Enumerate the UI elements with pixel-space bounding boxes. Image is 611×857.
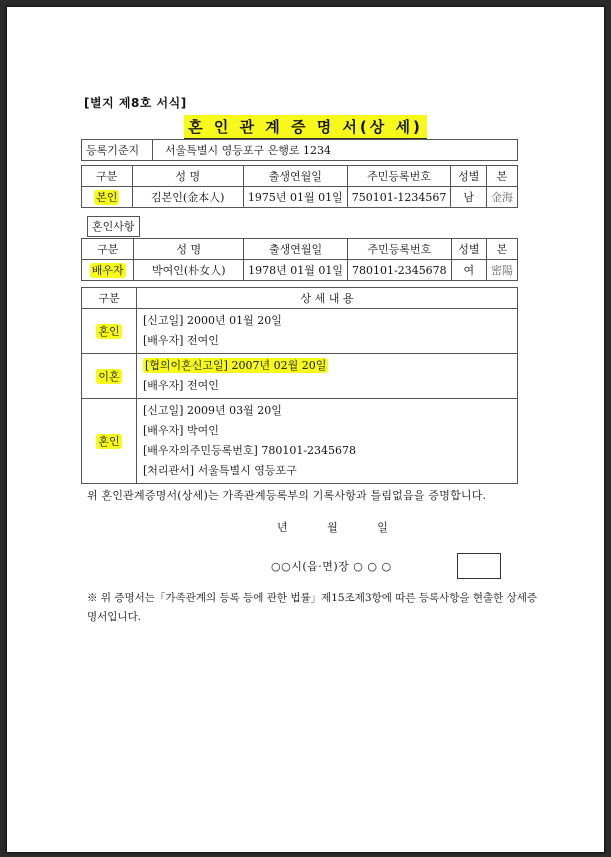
detail-cell xyxy=(137,399,518,484)
seal-box xyxy=(457,553,501,579)
document-page xyxy=(6,6,605,853)
type-cell xyxy=(82,187,133,208)
issuer-signature: ○○시(읍·면)장 ○ ○ ○ xyxy=(271,560,392,573)
detail-line xyxy=(143,356,511,376)
table-row xyxy=(82,187,518,208)
registration-value: 서울특별시 영등포구 은행로 1234 xyxy=(153,140,518,161)
header-cell: 구분 xyxy=(82,239,134,260)
type-cell xyxy=(82,399,137,484)
detail-line: [배우자] 전여인 xyxy=(143,379,219,392)
type-cell xyxy=(82,260,134,281)
table-row xyxy=(82,354,518,399)
type-highlight: 혼인 xyxy=(98,325,120,338)
spouse-table xyxy=(81,238,518,281)
document-title: 혼 인 관 계 증 명 서(상 세) xyxy=(184,115,427,140)
spouse-table-header xyxy=(82,239,518,260)
marriage-section-label: 혼인사항 xyxy=(87,216,140,237)
detail-highlight: [협의이혼신고일] 2007년 02월 20일 xyxy=(145,359,327,372)
form-number: [별지 제8호 서식] xyxy=(84,96,187,110)
table-row xyxy=(82,260,518,281)
registration-label: 등록기준지 xyxy=(82,140,153,161)
rrn-cell: 750101-1234567 xyxy=(347,187,451,208)
registration-table xyxy=(81,139,518,161)
birth-cell: 1978년 01월 01일 xyxy=(244,260,348,281)
name-cell: 박여인(朴女人) xyxy=(134,260,244,281)
type-highlight: 본인 xyxy=(96,191,118,204)
rrn-cell: 780101-2345678 xyxy=(347,260,451,281)
month-label: 월 xyxy=(327,521,338,534)
table-row xyxy=(82,309,518,354)
header-cell: 본 xyxy=(487,239,518,260)
year-label: 년 xyxy=(277,521,288,534)
detail-cell xyxy=(137,354,518,399)
document-title-wrap xyxy=(7,115,604,140)
header-cell: 본 xyxy=(487,166,518,187)
type-cell xyxy=(82,354,137,399)
date-row xyxy=(277,519,424,535)
type-cell xyxy=(82,309,137,354)
header-cell: 주민등록번호 xyxy=(347,166,451,187)
name-cell: 김본인(金本人) xyxy=(132,187,243,208)
detail-line: [신고일] 2000년 01월 20일 xyxy=(143,314,282,327)
detail-line: [신고일] 2009년 03월 20일 xyxy=(143,404,282,417)
sex-cell: 남 xyxy=(451,187,487,208)
header-cell: 구분 xyxy=(82,166,133,187)
detail-line: [배우자의주민등록번호] 780101-2345678 xyxy=(143,444,357,457)
sex-cell: 여 xyxy=(451,260,486,281)
header-cell: 성별 xyxy=(451,166,487,187)
origin-cell: 金海 xyxy=(487,187,518,208)
person-table-header xyxy=(82,166,518,187)
header-cell: 성별 xyxy=(451,239,486,260)
day-label: 일 xyxy=(377,521,388,534)
detail-line: [배우자] 전여인 xyxy=(143,334,219,347)
detail-line: [배우자] 박여인 xyxy=(143,424,219,437)
header-cell: 성 명 xyxy=(134,239,244,260)
detail-table-header xyxy=(82,288,518,309)
header-cell: 출생연월일 xyxy=(244,239,348,260)
legal-note: ※ 위 증명서는「가족관계의 등록 등에 관한 법률」제15조제3항에 따른 등록사항을 현출한 상세증명서입니다. xyxy=(87,592,538,623)
header-cell: 성 명 xyxy=(132,166,243,187)
header-cell: 주민등록번호 xyxy=(347,239,451,260)
detail-line: [처리관서] 서울특별시 영등포구 xyxy=(143,464,297,477)
type-highlight: 혼인 xyxy=(98,435,120,448)
origin-cell: 密陽 xyxy=(487,260,518,281)
certification-statement: 위 혼인관계증명서(상세)는 가족관계등록부의 기록사항과 틀림없음을 증명합니다. xyxy=(87,489,487,502)
detail-table xyxy=(81,287,518,484)
type-highlight: 이혼 xyxy=(98,370,120,383)
detail-cell xyxy=(137,309,518,354)
type-highlight: 배우자 xyxy=(91,264,124,277)
birth-cell: 1975년 01월 01일 xyxy=(243,187,347,208)
header-cell: 구분 xyxy=(82,288,137,309)
header-cell: 출생연월일 xyxy=(243,166,347,187)
person-table xyxy=(81,165,518,208)
header-cell: 상 세 내 용 xyxy=(137,288,518,309)
table-row xyxy=(82,399,518,484)
